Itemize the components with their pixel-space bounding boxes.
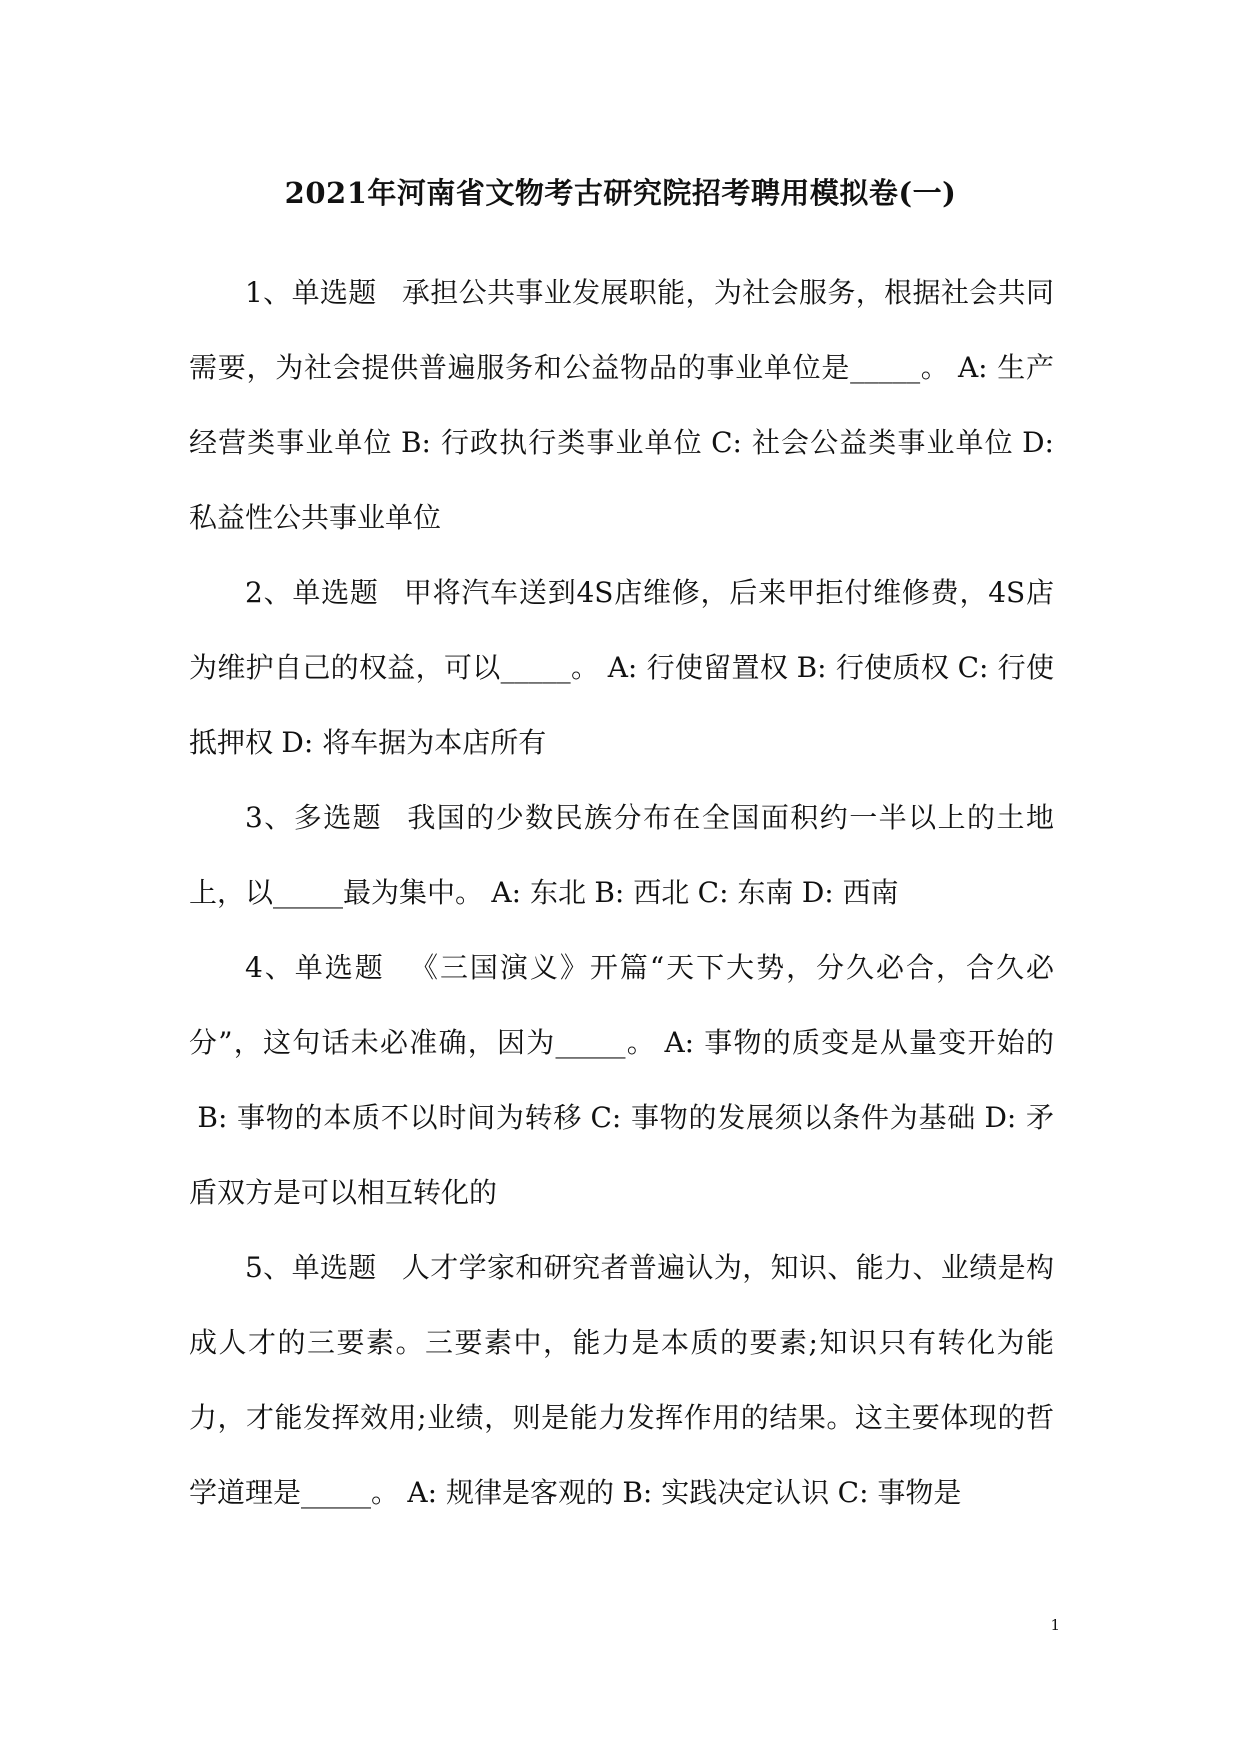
option-a: A: 东北	[491, 876, 586, 909]
option-b: B: 行政执行类事业单位	[400, 426, 703, 459]
question-type: 单选题	[294, 951, 385, 984]
option-b: B: 实践决定认识	[622, 1476, 830, 1509]
option-a: A: 规律是客观的	[407, 1476, 614, 1509]
option-c: C: 行使抵押权	[189, 651, 1054, 759]
question-3	[189, 780, 1054, 930]
question-stem: 我国的少数民族分布在全国面积约一半以上的土地上，以_____最为集中。	[189, 801, 1054, 909]
question-stem: 承担公共事业发展职能，为社会服务，根据社会共同需要，为社会提供普遍服务和公益物品的事业单位是_____。	[189, 276, 1054, 384]
option-d: D: 矛盾双方是可以相互转化的	[189, 1101, 1054, 1209]
question-number: 2、	[245, 576, 293, 609]
question-5	[189, 1230, 1054, 1530]
page-title: 2021年河南省文物考古研究院招考聘用模拟卷(一)	[284, 176, 957, 211]
option-a: A: 行使留置权	[607, 651, 789, 684]
option-b: B: 行使质权	[796, 651, 950, 684]
option-b: B: 西北	[594, 876, 690, 909]
option-a: A: 事物的质变是从量变开始的	[664, 1026, 1054, 1059]
page-number: 1	[1050, 1616, 1060, 1634]
option-a: A: 生产经营类事业单位	[189, 351, 1054, 459]
question-type: 多选题	[293, 801, 383, 834]
option-d: D: 将车据为本店所有	[281, 726, 547, 759]
question-number: 5、	[245, 1251, 292, 1284]
question-stem: 人才学家和研究者普遍认为，知识、能力、业绩是构成人才的三要素。三要素中，能力是本质的要素;知识只有转化为能力，才能发挥效用;业绩，则是能力发挥作用的结果。这主要体现的哲学道理是_____。	[189, 1251, 1054, 1509]
option-d: D: 私益性公共事业单位	[189, 426, 1054, 534]
option-c: C: 社会公益类事业单位	[711, 426, 1014, 459]
question-type: 单选题	[291, 1251, 377, 1284]
question-type: 单选题	[292, 576, 379, 609]
option-d: D: 西南	[801, 876, 899, 909]
option-c: C: 东南	[697, 876, 794, 909]
question-2	[189, 555, 1054, 780]
question-stem: 《三国演义》开篇“天下大势，分久必合，合久必分”，这句话未必准确，因为_____。	[189, 951, 1054, 1059]
question-type: 单选题	[291, 276, 377, 309]
question-number: 4、	[245, 951, 295, 984]
question-1	[189, 255, 1054, 555]
question-stem: 甲将汽车送到4S店维修，后来甲拒付维修费，4S店为维护自己的权益，可以_____。	[189, 576, 1054, 684]
option-b: B: 事物的本质不以时间为转移	[197, 1101, 583, 1134]
question-4	[189, 930, 1054, 1230]
option-c: C: 事物是	[837, 1476, 962, 1509]
question-number: 1、	[245, 276, 292, 309]
question-list	[189, 255, 1054, 1530]
option-c: C: 事物的发展须以条件为基础	[590, 1101, 977, 1134]
question-number: 3、	[245, 801, 294, 834]
